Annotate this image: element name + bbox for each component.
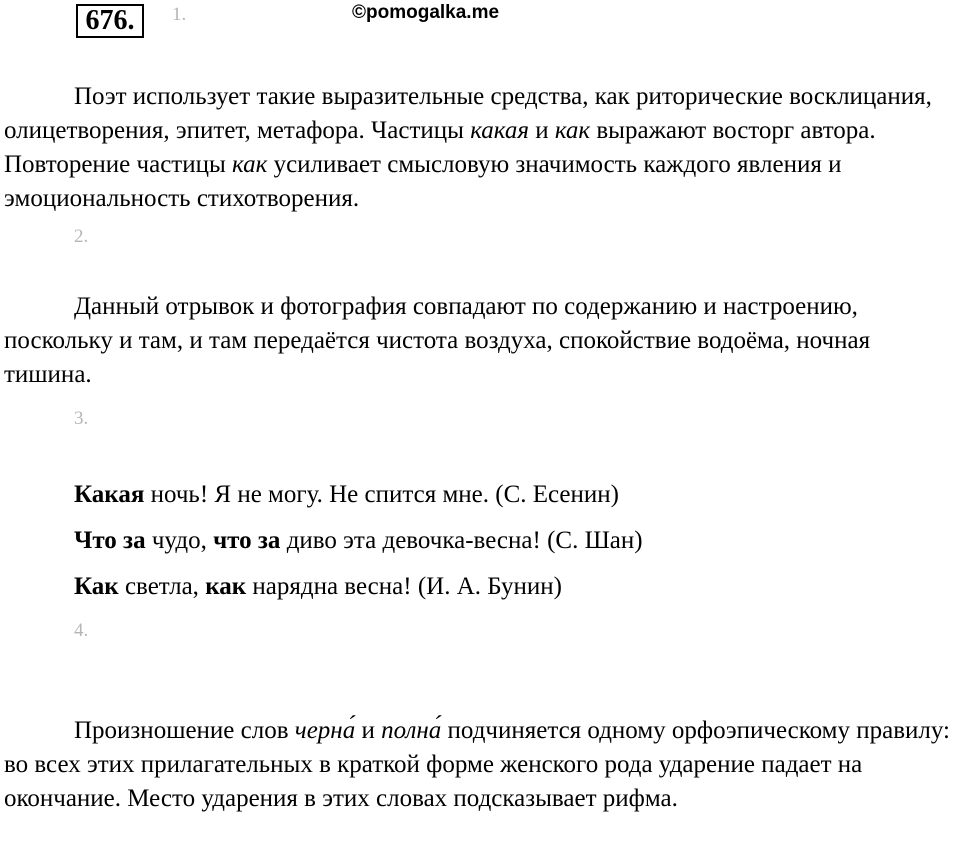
answer-paragraph-1 <box>4 80 960 216</box>
example-text: диво эта девочка-весна! (С. Шан) <box>280 527 643 554</box>
watermark: ©pomogalka.me <box>352 2 500 23</box>
example-text: нарядна весна! (И. А. Бунин) <box>246 573 562 600</box>
italic-word: черна́ <box>294 717 356 744</box>
page-header <box>0 0 960 50</box>
answer-paragraph-4 <box>4 714 960 816</box>
task-number-box: 676. <box>76 4 144 38</box>
bold-particle: что за <box>213 527 281 554</box>
example-text: ночь! Я не могу. Не спится мне. (С. Есенин) <box>144 481 619 508</box>
paragraph-text: и <box>528 117 555 144</box>
section-marker-3: 3. <box>74 408 89 429</box>
italic-word: как <box>232 151 268 178</box>
bold-particle: Что за <box>74 527 146 554</box>
paragraph-text: усиливает смысловую значимость каждого явления и эмоциональность стихотворения. <box>4 151 842 212</box>
bold-particle: Какая <box>74 481 145 508</box>
italic-word: какая <box>470 117 529 144</box>
section-marker-1: 1. <box>172 4 187 25</box>
example-line-3 <box>74 570 954 604</box>
example-text: светла, <box>118 573 206 600</box>
bold-particle: как <box>205 573 247 600</box>
bold-particle: Как <box>74 573 119 600</box>
paragraph-text: Произношение слов <box>74 717 295 744</box>
answer-paragraph-2 <box>4 290 960 392</box>
paragraph-text: Поэт использует такие выразительные средства, как риторические восклицания, олицетворения, эпитет, метафора. Частицы <box>4 83 932 144</box>
italic-word: полна́ <box>381 717 442 744</box>
example-line-2 <box>74 524 954 558</box>
paragraph-text: Данный отрывок и фотография совпадают по содержанию и настроению, поскольку и там, и там передаётся чистота воздуха, спокойствие водоёма, ночная тишина. <box>4 293 871 388</box>
section-marker-4: 4. <box>74 620 89 641</box>
italic-word: как <box>554 117 591 144</box>
example-text: чудо, <box>145 527 214 554</box>
example-line-1 <box>74 478 954 512</box>
paragraph-text: и <box>355 717 382 744</box>
paragraph-text: выражают восторг автора. Повторение частицы <box>4 117 876 178</box>
section-marker-2: 2. <box>74 226 89 247</box>
paragraph-text: подчиняется одному орфоэпическому правилу: во всех этих прилагательных в краткой форме женского рода ударение падает на окончание. Место ударения в этих словах подсказывает рифма. <box>4 717 950 812</box>
